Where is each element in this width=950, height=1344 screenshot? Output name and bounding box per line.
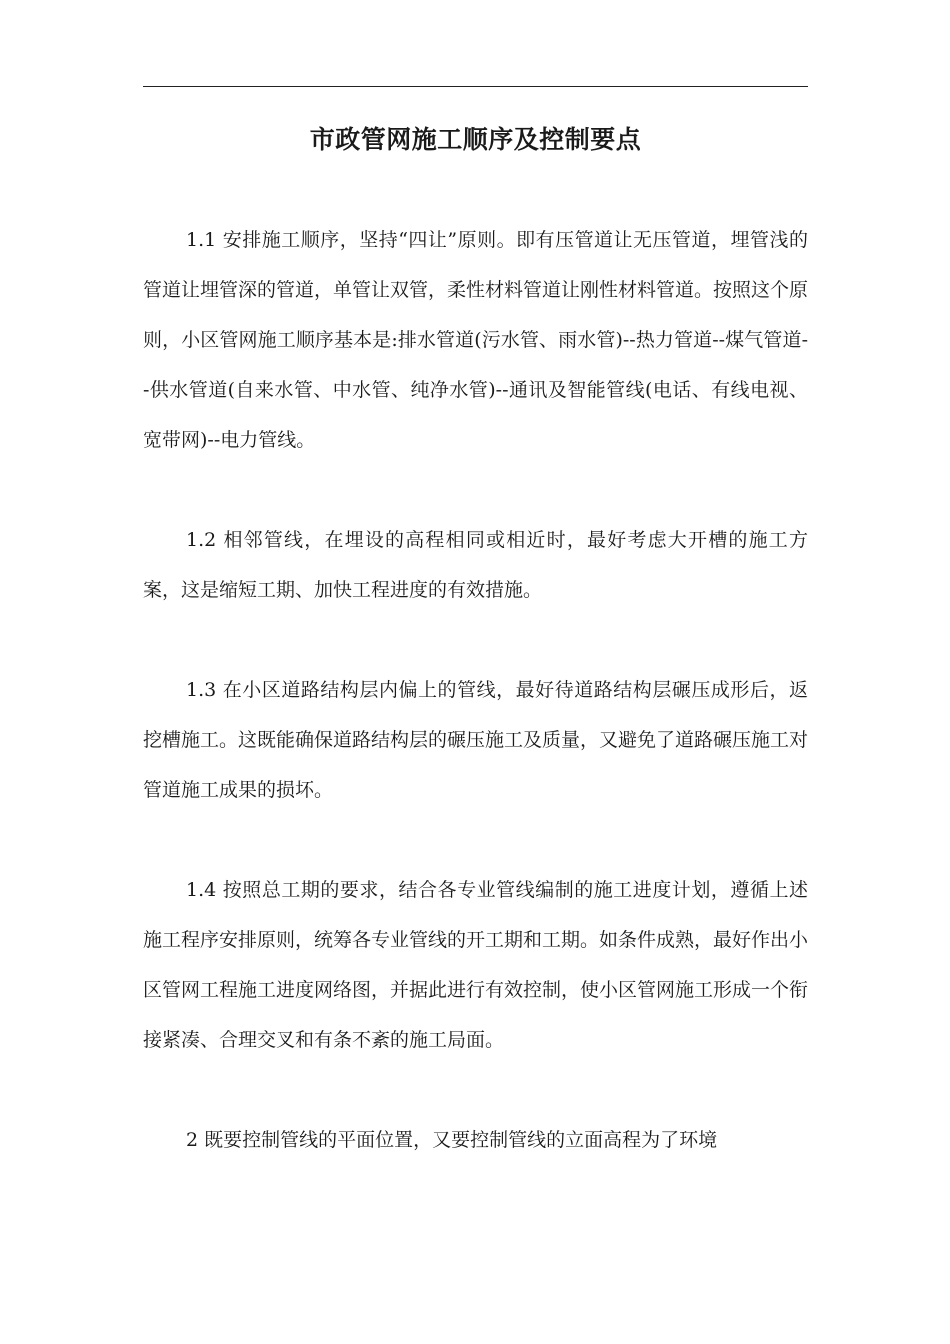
- paragraph-2: 2 既要控制管线的平面位置，又要控制管线的立面高程为了环境: [186, 1129, 718, 1151]
- paragraph-1-4: 1.4 按照总工期的要求，结合各专业管线编制的施工进度计划，遵循上述施工程序安排原则，统筹各专业管线的开工期和工期。如条件成熟，最好作出小区管网工程施工进度网络图，并据此进行有效控制，使小区管网施工形成一个衔接紧凑、合理交叉和有条不紊的施工局面。: [143, 879, 809, 1051]
- document-body: [143, 215, 808, 1215]
- header-rule: [143, 86, 808, 87]
- paragraph-1-1: 1.1 安排施工顺序，坚持“四让”原则。即有压管道让无压管道，埋管浅的管道让埋管深的管道，单管让双管，柔性材料管道让刚性材料管道。按照这个原则，小区管网施工顺序基本是:排水管道(污水管、雨水管)--热力管道--煤气管道--供水管道(自来水管、中水管、纯净水管)--通讯及智能管线(电话、有线电视、宽带网)--电力管线。: [143, 229, 809, 451]
- paragraph-1-2: 1.2 相邻管线，在埋设的高程相同或相近时，最好考虑大开槽的施工方案，这是缩短工期、加快工程进度的有效措施。: [143, 529, 808, 601]
- document-title: 市政管网施工顺序及控制要点: [309, 125, 642, 154]
- paragraph-1-3: 1.3 在小区道路结构层内偏上的管线，最好待道路结构层碾压成形后，返挖槽施工。这既能确保道路结构层的碾压施工及质量，又避免了道路碾压施工对管道施工成果的损坏。: [143, 679, 809, 801]
